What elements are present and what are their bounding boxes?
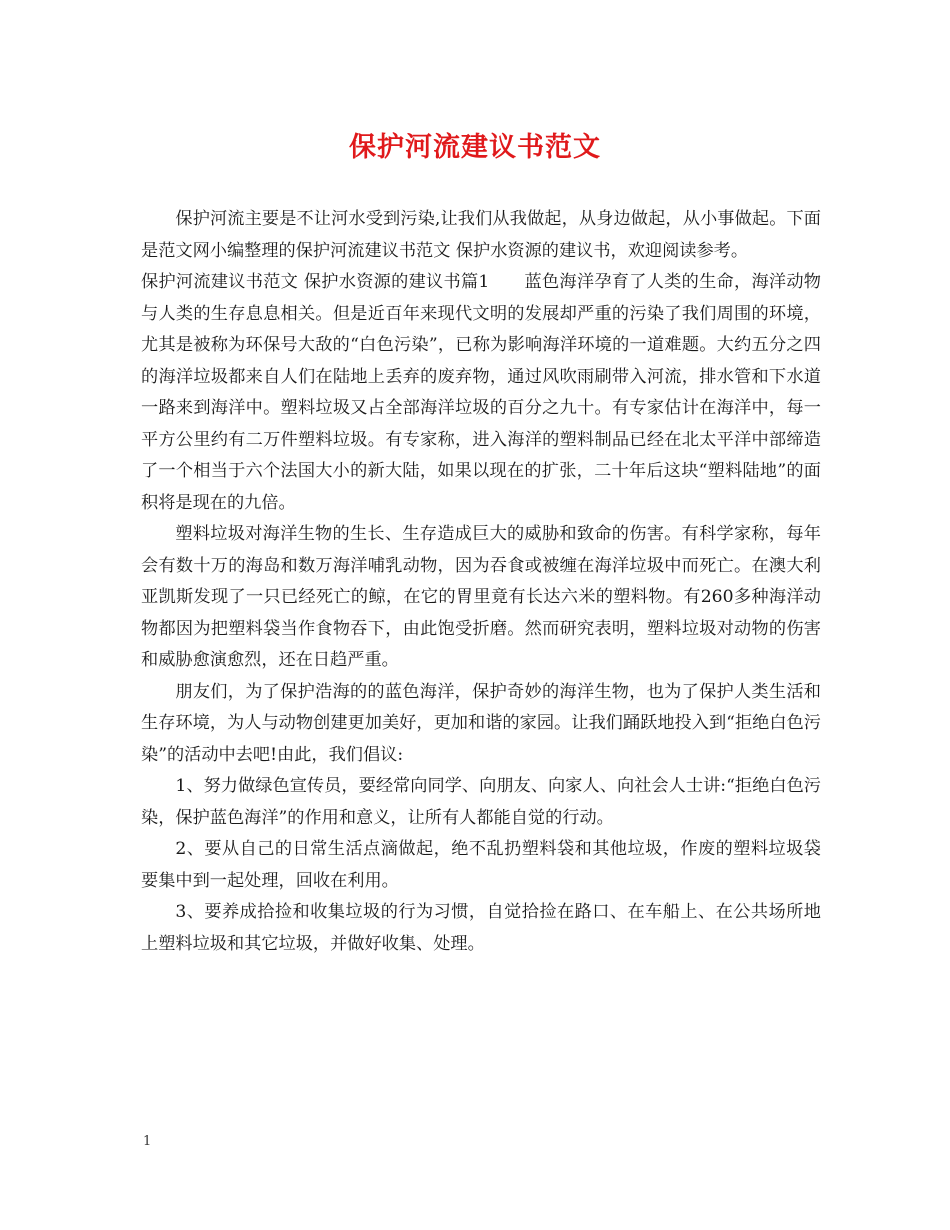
document-title: 保护河流建议书范文 bbox=[349, 132, 601, 163]
proposal-item: 1、努力做绿色宣传员，要经常向同学、向朋友、向家人、向社会人士讲:“拒绝白色污染，保护蓝色海洋”的作用和意义，让所有人都能自觉的行动。 bbox=[141, 776, 821, 828]
body-paragraph: 朋友们，为了保护浩海的的蓝色海洋，保护奇妙的海洋生物，也为了保护人类生活和生存环境，为人与动物创建更加美好，更加和谐的家园。让我们踊跃地投入到“拒绝白色污染”的活动中去吧!由此，我们倡议: bbox=[141, 681, 821, 765]
body-paragraph: 塑料垃圾对海洋生物的生长、生存造成巨大的威胁和致命的伤害。有科学家称，每年会有数十万的海岛和数万海洋哺乳动物，因为吞食或被缠在海洋垃圾中而死亡。在澳大利亚凯斯发现了一只已经死亡的鲸，在它的胃里竟有长达六米的塑料物。有260多种海洋动物都因为把塑料袋当作食物吞下，由此饱受折磨。然而研究表明，塑料垃圾对动物的伤害和威胁愈演愈烈，还在日趋严重。 bbox=[141, 524, 821, 670]
section-paragraph: 保护河流建议书范文 保护水资源的建议书篇1 蓝色海洋孕育了人类的生命，海洋动物与人类的生存息息相关。但是近百年来现代文明的发展却严重的污染了我们周围的环境，尤其是被称为环保号大敌的“白色污染”，已称为影响海洋环境的一道难题。大约五分之四的海洋垃圾都来自人们在陆地上丢弃的废弃物，通过风吹雨刷带入河流，排水管和下水道一路来到海洋中。塑料垃圾又占全部海洋垃圾的百分之九十。有专家估计在海洋中，每一平方公里约有二万件塑料垃圾。有专家称，进入海洋的塑料制品已经在北太平洋中部缔造了一个相当于六个法国大小的新大陆，如果以现在的扩张，二十年后这块“塑料陆地”的面积将是现在的九倍。 bbox=[141, 272, 821, 513]
proposal-item: 3、要养成拾捡和收集垃圾的行为习惯，自觉拾捡在路口、在车船上、在公共场所地上塑料垃圾和其它垃圾，并做好收集、处理。 bbox=[141, 902, 821, 954]
page-number: 1 bbox=[143, 1134, 152, 1149]
intro-paragraph: 保护河流主要是不让河水受到污染,让我们从我做起，从身边做起，从小事做起。下面是范文网小编整理的保护河流建议书范文 保护水资源的建议书，欢迎阅读参考。 bbox=[141, 209, 821, 261]
proposal-item: 2、要从自己的日常生活点滴做起，绝不乱扔塑料袋和其他垃圾，作废的塑料垃圾袋要集中到一起处理，回收在利用。 bbox=[141, 839, 821, 891]
document-body bbox=[141, 204, 821, 960]
